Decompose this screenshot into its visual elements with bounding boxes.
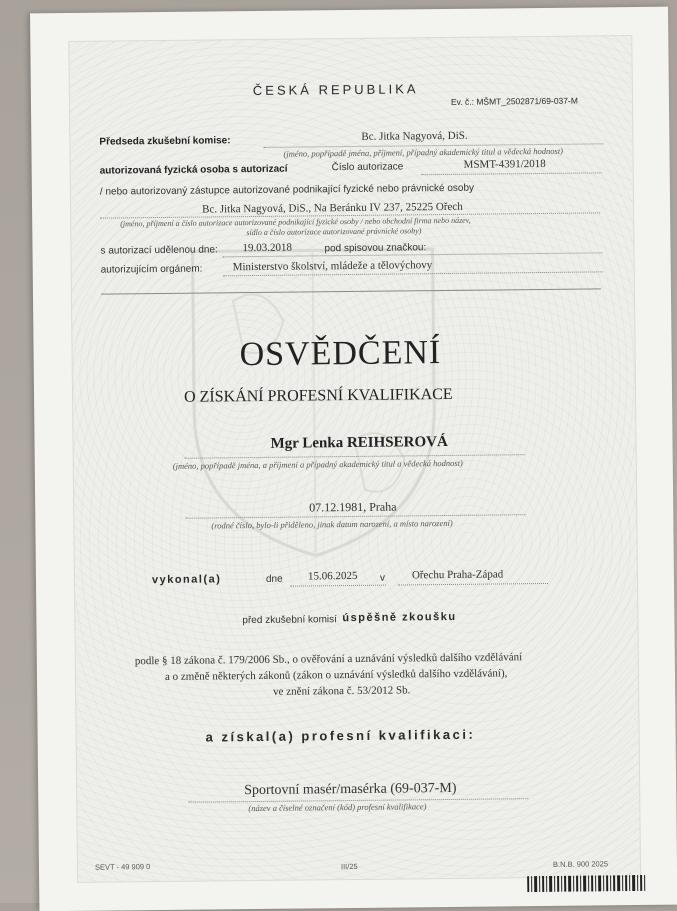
authorization-number: MSMT-4391/2018 [463, 157, 546, 171]
alternative-hint-1: (jméno, příjmení a číslo autorizace autorizované podnikající fyzické osoby / nebo obchodní firma nebo název, [120, 215, 471, 229]
footer-center-code: III/25 [340, 861, 358, 872]
law-line-3: ve znění zákona č. 53/2012 Sb. [273, 684, 411, 698]
chair-hint: (jméno, popřípadě jména, příjmení, případný akademický titul a vědecká hodnost) [283, 145, 564, 159]
certificate-paper [30, 7, 677, 911]
alternative-label: / nebo autorizovaný zástupce autorizované podnikající fyzické nebo právnické osoby [99, 182, 475, 198]
footer-left-code: SEVT - 49 909 0 [94, 862, 151, 872]
exam-in-label: v [379, 572, 386, 584]
law-line-2: a o změně některých zákonů (zákon o uznávání výsledků dalšího vzdělávání), [164, 667, 508, 683]
authorized-person-label: autorizovaná fyzická osoba s autorizací [99, 163, 288, 177]
qualification-hint: (název a číselné označení (kód) profesní kvalifikace) [248, 801, 427, 814]
chair-label: Předseda zkušební komise: [99, 135, 231, 148]
certificate-subtitle: O ZÍSKÁNÍ PROFESNÍ KVALIFIKACE [183, 385, 453, 406]
qualification-gained-label: a získal(a) profesní kvalifikaci: [205, 726, 476, 745]
exam-before-committee: před zkušební komisí [242, 614, 337, 627]
birth-hint: (rodné číslo, bylo-li přiděleno, jinak datum narození, a místo narození) [211, 517, 453, 531]
law-line-1: podle § 18 zákona č. 179/2006 Sb., o ověřování a uznávání výsledků dalšího vzdělávání [134, 651, 523, 668]
alternative-hint-2: sídlo a číslo autorizace autorizované právnické osoby) [246, 226, 422, 238]
country-heading: ČESKÁ REPUBLIKA [252, 81, 419, 99]
footer-right-code: B.N.B. 900 2025 [552, 859, 609, 869]
chair-value: Bc. Jitka Nagyová, DiS. [361, 129, 468, 143]
exam-passed: úspěšně zkoušku [342, 610, 457, 625]
authority-label: autorizujícím orgánem: [100, 263, 203, 276]
granted-label: s autorizací udělenou dne: [100, 244, 218, 257]
exam-did-label: vykonal(a) [151, 573, 222, 587]
authorization-number-label: Číslo autorizace [331, 161, 404, 174]
qualification-value: Sportovní masér/masérka (69-037-M) [244, 780, 457, 799]
birth-data: 07.12.1981, Praha [309, 499, 397, 515]
exam-on-label: dne [265, 573, 283, 585]
exam-date: 15.06.2025 [307, 569, 358, 583]
alternative-value: Bc. Jitka Nagyová, DiS., Na Beránku IV 237, 25225 Ořech [202, 200, 463, 216]
holder-name: Mgr Lenka REIHSEROVÁ [270, 433, 448, 452]
barcode [527, 875, 647, 892]
granted-date: 19.03.2018 [242, 241, 293, 255]
file-reference-label: pod spisovou značkou: [324, 242, 427, 255]
exam-place: Ořechu Praha-Západ [411, 568, 504, 582]
certificate-title: OSVĚDČENÍ [239, 334, 442, 374]
registration-number: Ev. č.: MŠMT_2502871/69-037-M [450, 95, 578, 107]
holder-hint: (jméno, popřípadě jména, a příjmení a případný akademický titul a vědecká hodnost) [172, 457, 463, 471]
authority-value: Ministerstvo školství, mládeže a tělovýchovy [232, 259, 433, 274]
